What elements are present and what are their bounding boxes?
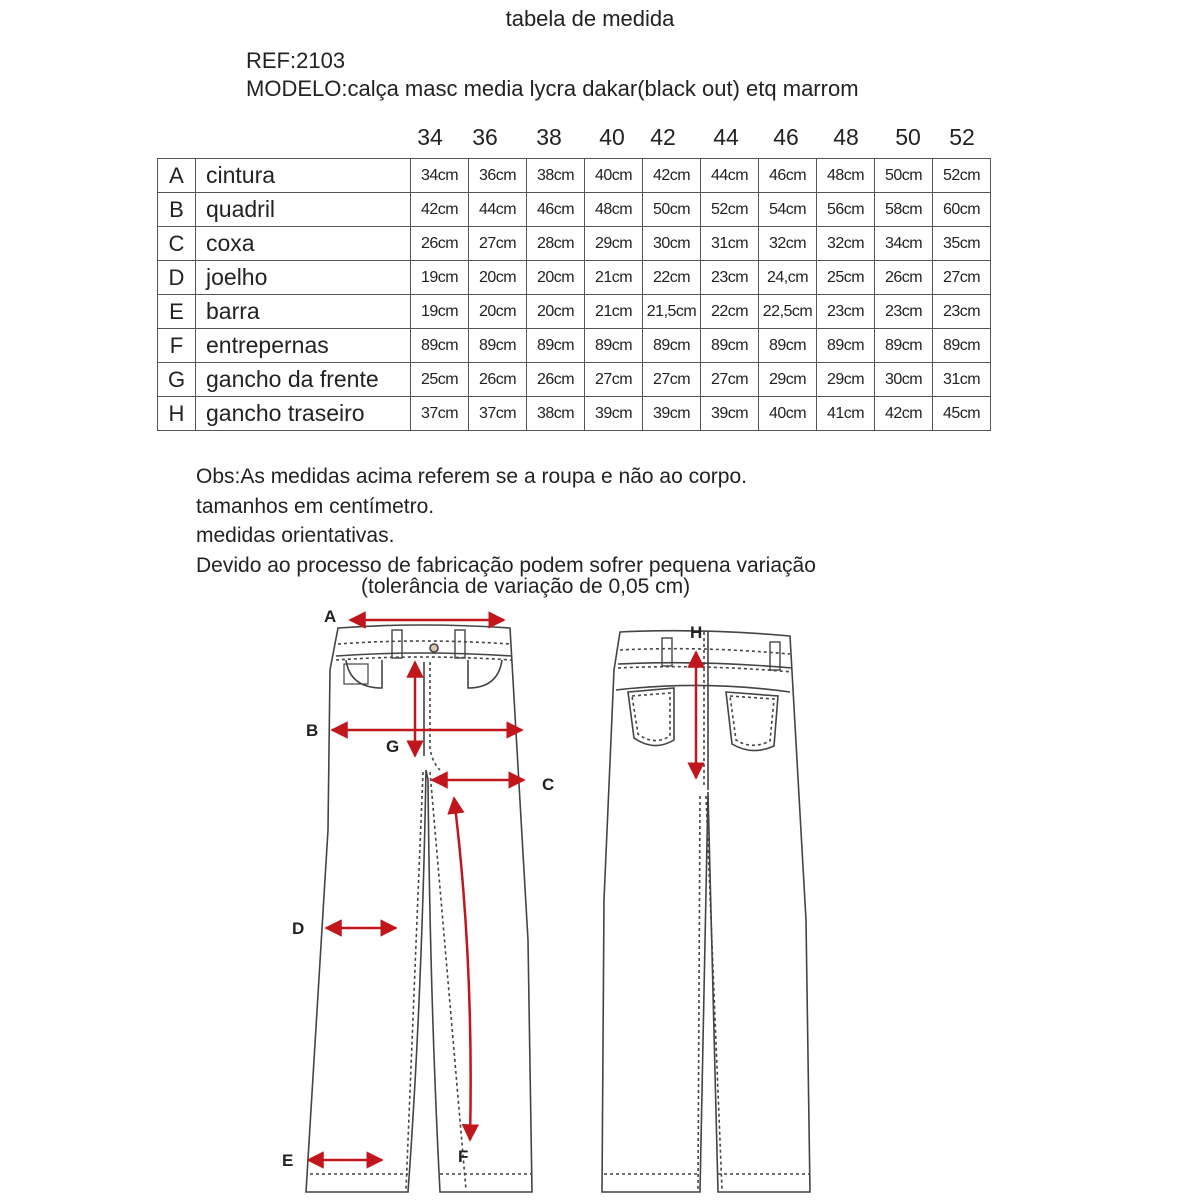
row-measure-name: cintura	[196, 159, 411, 193]
measure-cell: 46cm	[527, 193, 585, 227]
measure-cell: 50cm	[875, 159, 933, 193]
measure-cell: 19cm	[411, 295, 469, 329]
row-letter: D	[158, 261, 196, 295]
row-letter: G	[158, 363, 196, 397]
measure-cell: 29cm	[759, 363, 817, 397]
arrow-f	[454, 798, 471, 1140]
size-header: 46	[773, 124, 799, 150]
label-h: H	[690, 623, 703, 642]
measure-cell: 56cm	[817, 193, 875, 227]
label-c: C	[542, 775, 555, 794]
measure-cell: 37cm	[469, 397, 527, 431]
label-b: B	[306, 721, 319, 740]
measure-cell: 26cm	[527, 363, 585, 397]
measure-cell: 52cm	[933, 159, 991, 193]
measure-cell: 89cm	[585, 329, 643, 363]
row-measure-name: entrepernas	[196, 329, 411, 363]
row-measure-name: joelho	[196, 261, 411, 295]
model-description: MODELO:calça masc media lycra dakar(black out) etq marrom	[246, 76, 859, 101]
table-row	[158, 193, 991, 227]
measure-cell: 19cm	[411, 261, 469, 295]
measure-cell: 42cm	[643, 159, 701, 193]
measure-cell: 27cm	[469, 227, 527, 261]
measure-cell: 27cm	[585, 363, 643, 397]
label-g: G	[386, 737, 400, 756]
measure-cell: 40cm	[585, 159, 643, 193]
measure-cell: 30cm	[875, 363, 933, 397]
measure-cell: 89cm	[875, 329, 933, 363]
table-row	[158, 261, 991, 295]
table-row	[158, 397, 991, 431]
size-header: 42	[650, 124, 676, 150]
measure-cell: 23cm	[701, 261, 759, 295]
tolerance-note: (tolerância de variação de 0,05 cm)	[361, 575, 691, 598]
measure-cell: 25cm	[411, 363, 469, 397]
measurement-arrows	[308, 620, 696, 1160]
measure-cell: 44cm	[469, 193, 527, 227]
measure-cell: 20cm	[527, 261, 585, 295]
measure-cell: 38cm	[527, 397, 585, 431]
row-measure-name: coxa	[196, 227, 411, 261]
measure-cell: 89cm	[527, 329, 585, 363]
measure-cell: 89cm	[411, 329, 469, 363]
size-header: 48	[833, 124, 859, 150]
table-row	[158, 295, 991, 329]
measure-cell: 52cm	[701, 193, 759, 227]
measure-cell: 21,5cm	[643, 295, 701, 329]
measure-cell: 42cm	[411, 193, 469, 227]
measure-cell: 22,5cm	[759, 295, 817, 329]
measure-cell: 32cm	[817, 227, 875, 261]
row-letter: C	[158, 227, 196, 261]
measure-cell: 21cm	[585, 261, 643, 295]
measure-cell: 25cm	[817, 261, 875, 295]
measure-cell: 23cm	[817, 295, 875, 329]
size-header: 52	[949, 124, 975, 150]
measure-cell: 26cm	[875, 261, 933, 295]
row-measure-name: gancho da frente	[196, 363, 411, 397]
size-header: 38	[536, 124, 562, 150]
note-line: Devido ao processo de fabricação podem sofrer pequena variação	[196, 553, 816, 577]
measure-cell: 22cm	[701, 295, 759, 329]
measure-cell: 58cm	[875, 193, 933, 227]
measure-cell: 21cm	[585, 295, 643, 329]
measure-cell: 34cm	[411, 159, 469, 193]
measure-cell: 31cm	[701, 227, 759, 261]
measure-cell: 39cm	[643, 397, 701, 431]
measure-cell: 89cm	[933, 329, 991, 363]
row-measure-name: gancho traseiro	[196, 397, 411, 431]
label-a: A	[324, 607, 337, 626]
size-header: 34	[417, 124, 443, 150]
measure-cell: 22cm	[643, 261, 701, 295]
measure-cell: 89cm	[469, 329, 527, 363]
pants-front	[306, 625, 532, 1192]
measure-cell: 60cm	[933, 193, 991, 227]
measure-cell: 45cm	[933, 397, 991, 431]
label-e: E	[282, 1151, 294, 1170]
measure-cell: 44cm	[701, 159, 759, 193]
measure-cell: 27cm	[933, 261, 991, 295]
measure-cell: 50cm	[643, 193, 701, 227]
measure-cell: 27cm	[643, 363, 701, 397]
measure-cell: 46cm	[759, 159, 817, 193]
measure-cell: 24,cm	[759, 261, 817, 295]
pants-diagram	[270, 600, 1030, 1195]
measure-cell: 89cm	[643, 329, 701, 363]
measure-cell: 32cm	[759, 227, 817, 261]
row-measure-name: quadril	[196, 193, 411, 227]
measure-cell: 26cm	[411, 227, 469, 261]
measurement-table	[157, 158, 991, 431]
measure-cell: 29cm	[817, 363, 875, 397]
size-header: 50	[895, 124, 921, 150]
note-line: medidas orientativas.	[196, 524, 395, 547]
notes	[196, 462, 816, 602]
measure-cell: 54cm	[759, 193, 817, 227]
measure-cell: 30cm	[643, 227, 701, 261]
table-row	[158, 227, 991, 261]
measure-cell: 37cm	[411, 397, 469, 431]
measure-cell: 34cm	[875, 227, 933, 261]
row-letter: H	[158, 397, 196, 431]
measure-cell: 38cm	[527, 159, 585, 193]
measure-cell: 29cm	[585, 227, 643, 261]
measure-cell: 35cm	[933, 227, 991, 261]
size-header: 40	[599, 124, 625, 150]
measure-cell: 89cm	[701, 329, 759, 363]
measure-cell: 48cm	[585, 193, 643, 227]
note-line: Obs:As medidas acima referem se a roupa e não ao corpo.	[196, 465, 747, 488]
measure-cell: 23cm	[875, 295, 933, 329]
table-row	[158, 329, 991, 363]
measure-cell: 36cm	[469, 159, 527, 193]
measure-cell: 39cm	[585, 397, 643, 431]
measure-cell: 23cm	[933, 295, 991, 329]
row-letter: B	[158, 193, 196, 227]
table-row	[158, 159, 991, 193]
measure-cell: 20cm	[527, 295, 585, 329]
measure-cell: 39cm	[701, 397, 759, 431]
row-letter: A	[158, 159, 196, 193]
pants-back	[602, 631, 810, 1192]
measure-cell: 31cm	[933, 363, 991, 397]
size-header: 44	[713, 124, 739, 150]
measure-cell: 48cm	[817, 159, 875, 193]
row-measure-name: barra	[196, 295, 411, 329]
row-letter: F	[158, 329, 196, 363]
size-header: 36	[472, 124, 498, 150]
measure-cell: 89cm	[817, 329, 875, 363]
measure-cell: 40cm	[759, 397, 817, 431]
label-d: D	[292, 919, 305, 938]
measure-cell: 89cm	[759, 329, 817, 363]
label-f: F	[458, 1147, 469, 1166]
reference-code: REF:2103	[246, 48, 346, 73]
measure-cell: 20cm	[469, 261, 527, 295]
page-title: tabela de medida	[505, 6, 675, 31]
measure-cell: 20cm	[469, 295, 527, 329]
measure-cell: 41cm	[817, 397, 875, 431]
note-line: tamanhos em centímetro.	[196, 494, 435, 518]
measure-cell: 42cm	[875, 397, 933, 431]
measure-cell: 27cm	[701, 363, 759, 397]
row-letter: E	[158, 295, 196, 329]
measure-cell: 28cm	[527, 227, 585, 261]
measure-cell: 26cm	[469, 363, 527, 397]
table-row	[158, 363, 991, 397]
